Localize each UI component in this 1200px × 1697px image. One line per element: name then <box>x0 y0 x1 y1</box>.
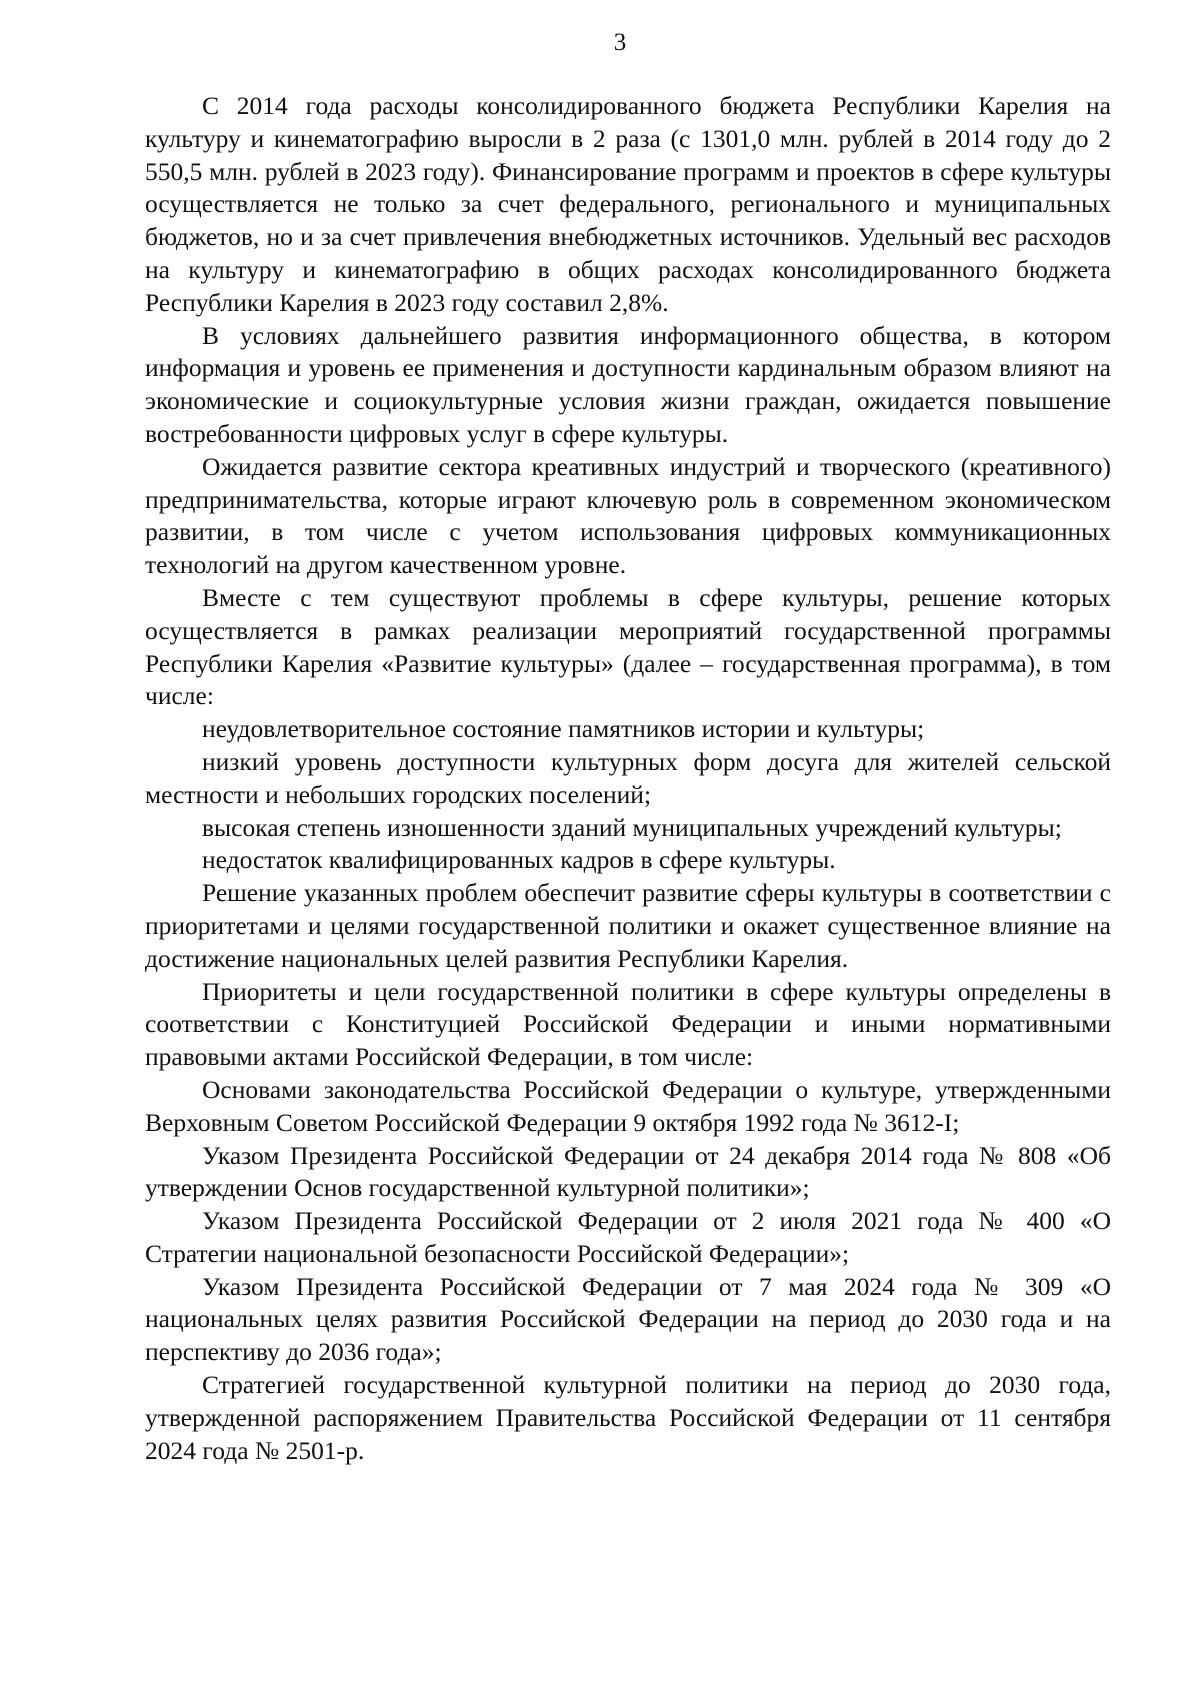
page-number: 3 <box>613 29 627 56</box>
paragraph-priorities-intro: Приоритеты и цели государственной политики в сфере культуры определены в соответствии с Конституцией Российской Федерации и иными нормативными правовыми актами Российской Федерации, в том числе: <box>145 976 1111 1072</box>
paragraph-creative-industries: Ожидается развитие сектора креативных индустрий и творческого (креативного) предпринимательства, которые играют ключевую роль в современном экономическом развитии, в том числе с учетом использования цифровых коммуникационных технологий на другом качественном уровне. <box>145 451 1111 580</box>
list-item-legislation-basics: Основами законодательства Российской Федерации о культуре, утвержденными Верховным Советом Российской Федерации 9 октября 1992 года № 3612-I; <box>145 1074 1111 1137</box>
paragraph-problems-intro: Вместе с тем существуют проблемы в сфере культуры, решение которых осуществляется в рамках реализации мероприятий государственной программы Республики Карелия «Развитие культуры» (далее – государственная программа), в том числе: <box>145 582 1111 711</box>
list-item-staff-shortage: недостаток квалифицированных кадров в сфере культуры. <box>202 845 836 875</box>
list-item-monuments: неудовлетворительное состояние памятников истории и культуры; <box>202 714 925 744</box>
list-item-decree-808: Указом Президента Российской Федерации от 24 декабря 2014 года № 808 «Об утверждении Основ государственной культурной политики»; <box>145 1140 1111 1203</box>
list-item-building-wear: высокая степень изношенности зданий муниципальных учреждений культуры; <box>202 812 1062 842</box>
list-item-decree-400: Указом Президента Российской Федерации от 2 июля 2021 года № 400 «О Стратегии национальной безопасности Российской Федерации»; <box>145 1206 1111 1268</box>
document-body <box>145 90 1111 1467</box>
paragraph-information-society: В условиях дальнейшего развития информационного общества, в котором информация и уровень ее применения и доступности кардинальным образом влияют на экономические и социокультурные условия жизни граждан, ожидается повышение востребованности цифровых услуг в сфере культуры. <box>145 320 1111 448</box>
paragraph-problem-solution: Решение указанных проблем обеспечит развитие сферы культуры в соответствии с приоритетами и целями государственной политики и окажет существенное влияние на достижение национальных целей развития Республики Карелия. <box>145 878 1111 973</box>
paragraph-budget-expenses: С 2014 года расходы консолидированного бюджета Республики Карелия на культуру и кинематографию выросли в 2 раза (с 1301,0 млн. рублей в 2014 году до 2 550,5 млн. рублей в 2023 году). Финансирование программ и проектов в сфере культуры осуществляется не только за счет федерального, регионального и муниципальных бюджетов, но и за счет привлечения внебюджетных источников. Удельный вес расходов на культуру и кинематографию в общих расходах консолидированного бюджета Республики Карелия в 2023 году составил 2,8%. <box>145 91 1111 317</box>
list-item-decree-309: Указом Президента Российской Федерации от 7 мая 2024 года № 309 «О национальных целях развития Российской Федерации на период до 2030 года и на перспективу до 2036 года»; <box>145 1271 1111 1367</box>
list-item-strategy-2501: Стратегией государственной культурной политики на период до 2030 года, утвержденной распоряжением Правительства Российской Федерации от 11 сентября 2024 года № 2501-р. <box>145 1370 1111 1465</box>
list-item-leisure-access: низкий уровень доступности культурных форм досуга для жителей сельской местности и небольших городских поселений; <box>145 746 1111 809</box>
